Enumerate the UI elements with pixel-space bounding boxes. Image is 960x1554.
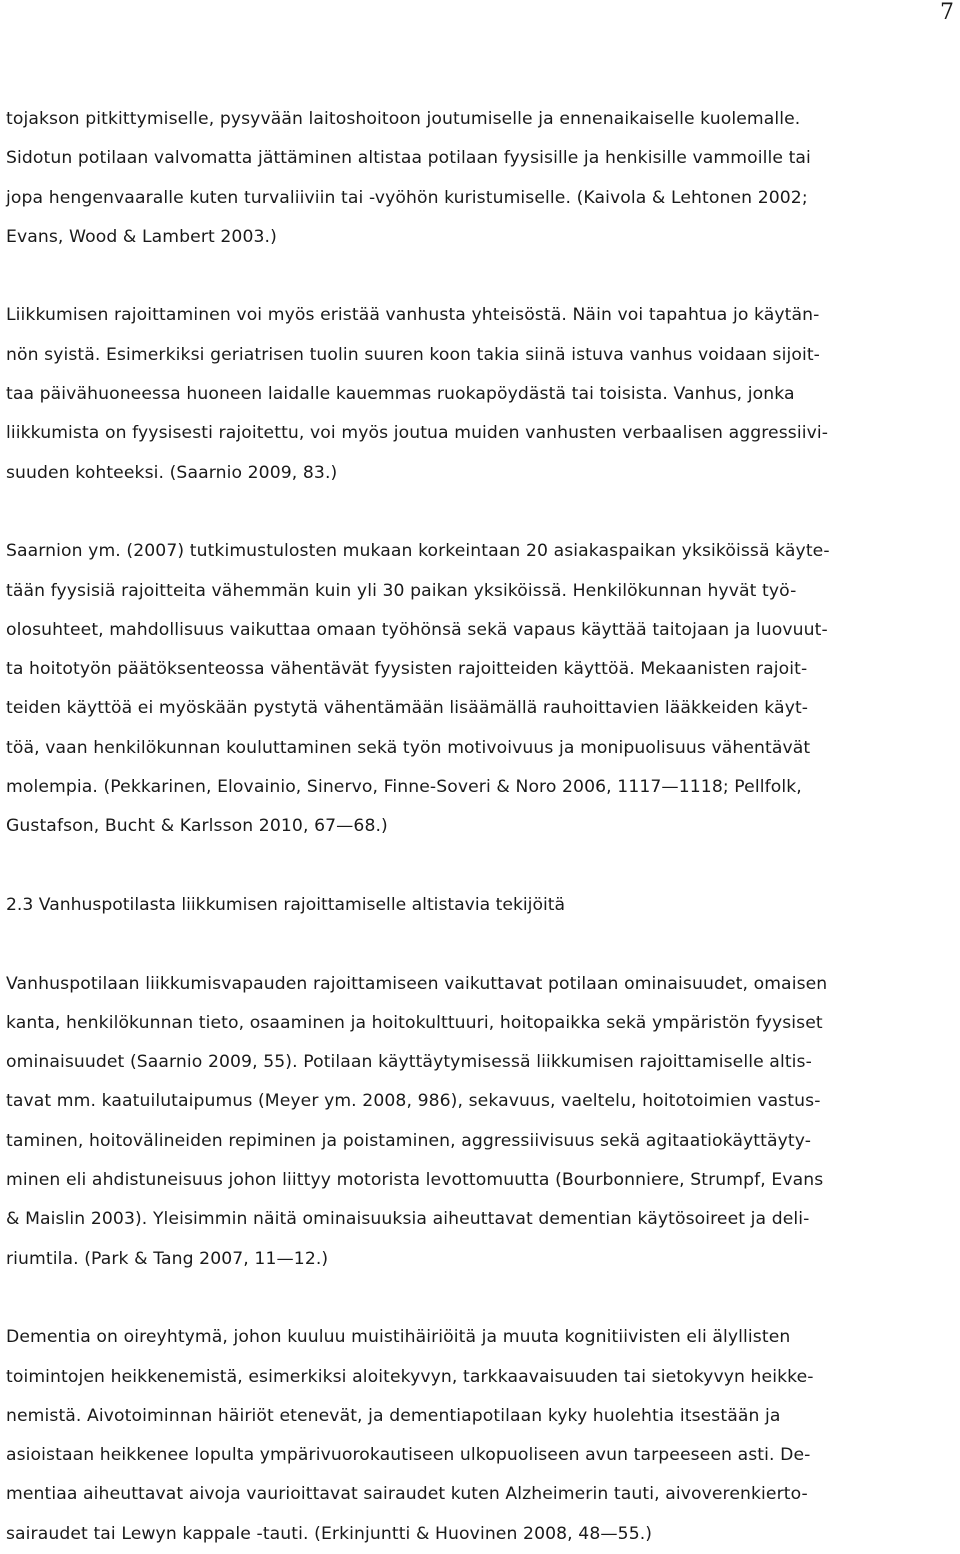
section-heading: 2.3 Vanhuspotilasta liikkumisen rajoittamiselle altistavia tekijöitä [6, 894, 566, 915]
text-line: Sidotun potilaan valvomatta jättäminen altistaa potilaan fyysisille ja henkisille vammoille tai [6, 148, 811, 169]
text-line: sairaudet tai Lewyn kappale -tauti. (Erkinjuntti & Huovinen 2008, 48—55.) [6, 1523, 653, 1544]
text-line: tojakson pitkittymiselle, pysyvään laitoshoitoon joutumiselle ja ennenaikaiselle kuolemalle. [6, 109, 801, 129]
text-line: toimintojen heikkenemistä, esimerkiksi aloitekyvyn, tarkkaavaisuuden tai sietokyvyn heikke- [6, 1366, 814, 1387]
text-line: jopa hengenvaaralle kuten turvaliiviin tai -vyöhön kuristumiselle. (Kaivola & Lehtonen 2002; [6, 187, 808, 208]
text-line: mentiaa aiheuttavat aivoja vaurioittavat sairaudet kuten Alzheimerin tauti, aivoverenkierto- [6, 1484, 808, 1505]
text-line: teiden käyttöä ei myöskään pystytä vähentämään lisäämällä rauhoittavien lääkkeiden käyt- [6, 698, 809, 719]
document-body [6, 100, 952, 1554]
text-line: olosuhteet, mahdollisuus vaikuttaa omaan työhönsä sekä vapaus käyttää taitojaan ja luovuut- [6, 619, 828, 640]
text-line: Vanhuspotilaan liikkumisvapauden rajoittamiseen vaikuttavat potilaan ominaisuudet, omaisen [6, 973, 828, 994]
text-line: nön syistä. Esimerkiksi geriatrisen tuolin suuren koon takia siinä istuva vanhus voidaan sijoit- [6, 344, 820, 365]
text-line: asioistaan heikkenee lopulta ympärivuorokautiseen ulkopuoliseen avun tarpeeseen asti. De- [6, 1445, 811, 1466]
text-line: riumtila. (Park & Tang 2007, 11—12.) [6, 1248, 329, 1269]
paragraph-gap [6, 493, 952, 532]
text-line: Evans, Wood & Lambert 2003.) [6, 226, 277, 247]
text-line: Liikkumisen rajoittaminen voi myös eristää vanhusta yhteisöstä. Näin voi tapahtua jo käytän- [6, 305, 820, 326]
text-line: Gustafson, Bucht & Karlsson 2010, 67—68.) [6, 816, 388, 837]
text-line: ominaisuudet (Saarnio 2009, 55). Potilaan käyttäytymisessä liikkumisen rajoittamiselle altis- [6, 1052, 812, 1073]
paragraph-gap [6, 257, 952, 296]
text-line: suuden kohteeksi. (Saarnio 2009, 83.) [6, 462, 338, 483]
text-line: kanta, henkilökunnan tieto, osaaminen ja hoitokulttuuri, hoitopaikka sekä ympäristön fyysiset [6, 1012, 823, 1033]
paragraph-4 [6, 965, 952, 1279]
page-number: 7 [940, 0, 954, 25]
paragraph-5 [6, 1318, 952, 1554]
text-line: ta hoitotyön päätöksenteossa vähentävät fyysisten rajoitteiden käyttöä. Mekaanisten rajoit- [6, 659, 808, 680]
text-line: minen eli ahdistuneisuus johon liittyy motorista levottomuutta (Bourbonniere, Strumpf, Evans [6, 1170, 824, 1191]
text-line: taminen, hoitovälineiden repiminen ja poistaminen, aggressiivisuus sekä agitaatiokäyttäyty- [6, 1130, 812, 1151]
paragraph-gap [6, 925, 952, 964]
paragraph-gap [6, 1279, 952, 1318]
text-line: & Maislin 2003). Yleisimmin näitä ominaisuuksia aiheuttavat dementian käytösoireet ja deli- [6, 1209, 810, 1230]
paragraph-1 [6, 100, 952, 257]
text-line: liikkumista on fyysisesti rajoitettu, voi myös joutua muiden vanhusten verbaalisen aggressiivi- [6, 423, 829, 444]
text-line: Dementia on oireyhtymä, johon kuuluu muistihäiriöitä ja muuta kognitiivisten eli älyllisten [6, 1327, 791, 1348]
text-line: töä, vaan henkilökunnan kouluttaminen sekä työn motivoivuus ja monipuolisuus vähentävät [6, 737, 811, 758]
text-line: molempia. (Pekkarinen, Elovainio, Sinervo, Finne-Soveri & Noro 2006, 1117—1118; Pellfolk, [6, 777, 802, 798]
paragraph-3 [6, 532, 952, 846]
text-line: nemistä. Aivotoiminnan häiriöt etenevät, ja dementiapotilaan kyky huolehtia itsestään ja [6, 1405, 781, 1426]
text-line: tavat mm. kaatuilutaipumus (Meyer ym. 2008, 986), sekavuus, vaeltelu, hoitotoimien vastus- [6, 1091, 821, 1112]
text-line: taa päivähuoneessa huoneen laidalle kauemmas ruokapöydästä tai toisista. Vanhus, jonka [6, 384, 795, 405]
text-line: tään fyysisiä rajoitteita vähemmän kuin yli 30 paikan yksiköissä. Henkilökunnan hyvät työ- [6, 580, 797, 601]
text-line: Saarnion ym. (2007) tutkimustulosten mukaan korkeintaan 20 asiakaspaikan yksiköissä käyte- [6, 541, 830, 562]
paragraph-2 [6, 296, 952, 492]
paragraph-gap [6, 847, 952, 886]
